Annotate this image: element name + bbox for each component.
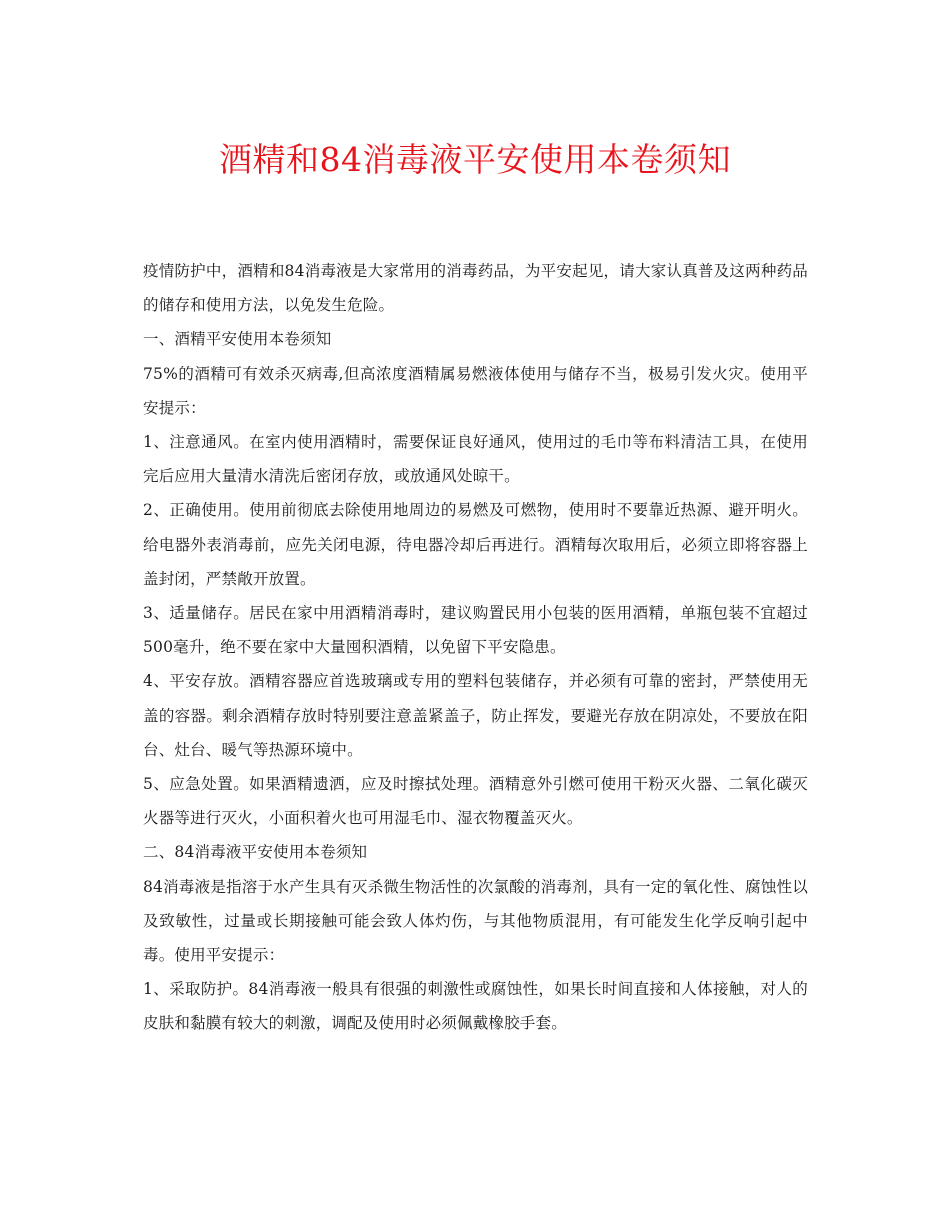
disinfectant-overview-paragraph: 84消毒液是指溶于水产生具有灭杀微生物活性的次氯酸的消毒剂，具有一定的氧化性、腐蚀性以及致敏性，过量或长期接触可能会致人体灼伤，与其他物质混用，有可能发生化学反响引起中毒。使用平安提示： bbox=[143, 877, 808, 965]
section-heading-84-disinfectant: 二、84消毒液平安使用本卷须知 bbox=[143, 843, 368, 862]
alcohol-overview-paragraph: 75%的酒精可有效杀灭病毒,但高浓度酒精属易燃液体使用与储存不当，极易引发火灾。使用平安提示： bbox=[143, 364, 808, 417]
alcohol-tip-safe-keeping: 4、平安存放。酒精容器应首选玻璃或专用的塑料包装储存，并必须有可靠的密封，严禁使用无盖的容器。剩余酒精存放时特别要注意盖紧盖子，防止挥发，要避光存放在阴凉处，不要放在阳台、灶台、暖气等热源环境中。 bbox=[143, 672, 808, 759]
alcohol-tip-correct-use: 2、正确使用。使用前彻底去除使用地周边的易燃及可燃物，使用时不要靠近热源、避开明火。给电器外表消毒前，应先关闭电源，待电器冷却后再进行。酒精每次取用后，必须立即将容器上盖封闭，严禁敞开放置。 bbox=[143, 501, 808, 588]
document-body bbox=[143, 254, 808, 1041]
alcohol-tip-emergency: 5、应急处置。如果酒精遗洒，应及时擦拭处理。酒精意外引燃可使用干粉灭火器、二氧化碳灭火器等进行灭火，小面积着火也可用湿毛巾、湿衣物覆盖灭火。 bbox=[143, 775, 808, 828]
alcohol-tip-storage-amount: 3、适量储存。居民在家中用酒精消毒时，建议购置民用小包装的医用酒精，单瓶包装不宜超过500毫升，绝不要在家中大量囤积酒精，以免留下平安隐患。 bbox=[143, 604, 808, 657]
document-title: 酒精和84消毒液平安使用本卷须知 bbox=[219, 140, 731, 179]
section-heading-alcohol: 一、酒精平安使用本卷须知 bbox=[143, 330, 332, 349]
disinfectant-tip-protection: 1、采取防护。84消毒液一般具有很强的刺激性或腐蚀性，如果长时间直接和人体接触，对人的皮肤和黏膜有较大的刺激，调配及使用时必须佩戴橡胶手套。 bbox=[143, 980, 808, 1033]
intro-paragraph: 疫情防护中，酒精和84消毒液是大家常用的消毒药品，为平安起见，请大家认真普及这两种药品的储存和使用方法，以免发生危险。 bbox=[143, 262, 808, 315]
alcohol-tip-ventilation: 1、注意通风。在室内使用酒精时，需要保证良好通风，使用过的毛巾等布料清洁工具，在使用完后应用大量清水清洗后密闭存放，或放通风处晾干。 bbox=[143, 433, 808, 486]
